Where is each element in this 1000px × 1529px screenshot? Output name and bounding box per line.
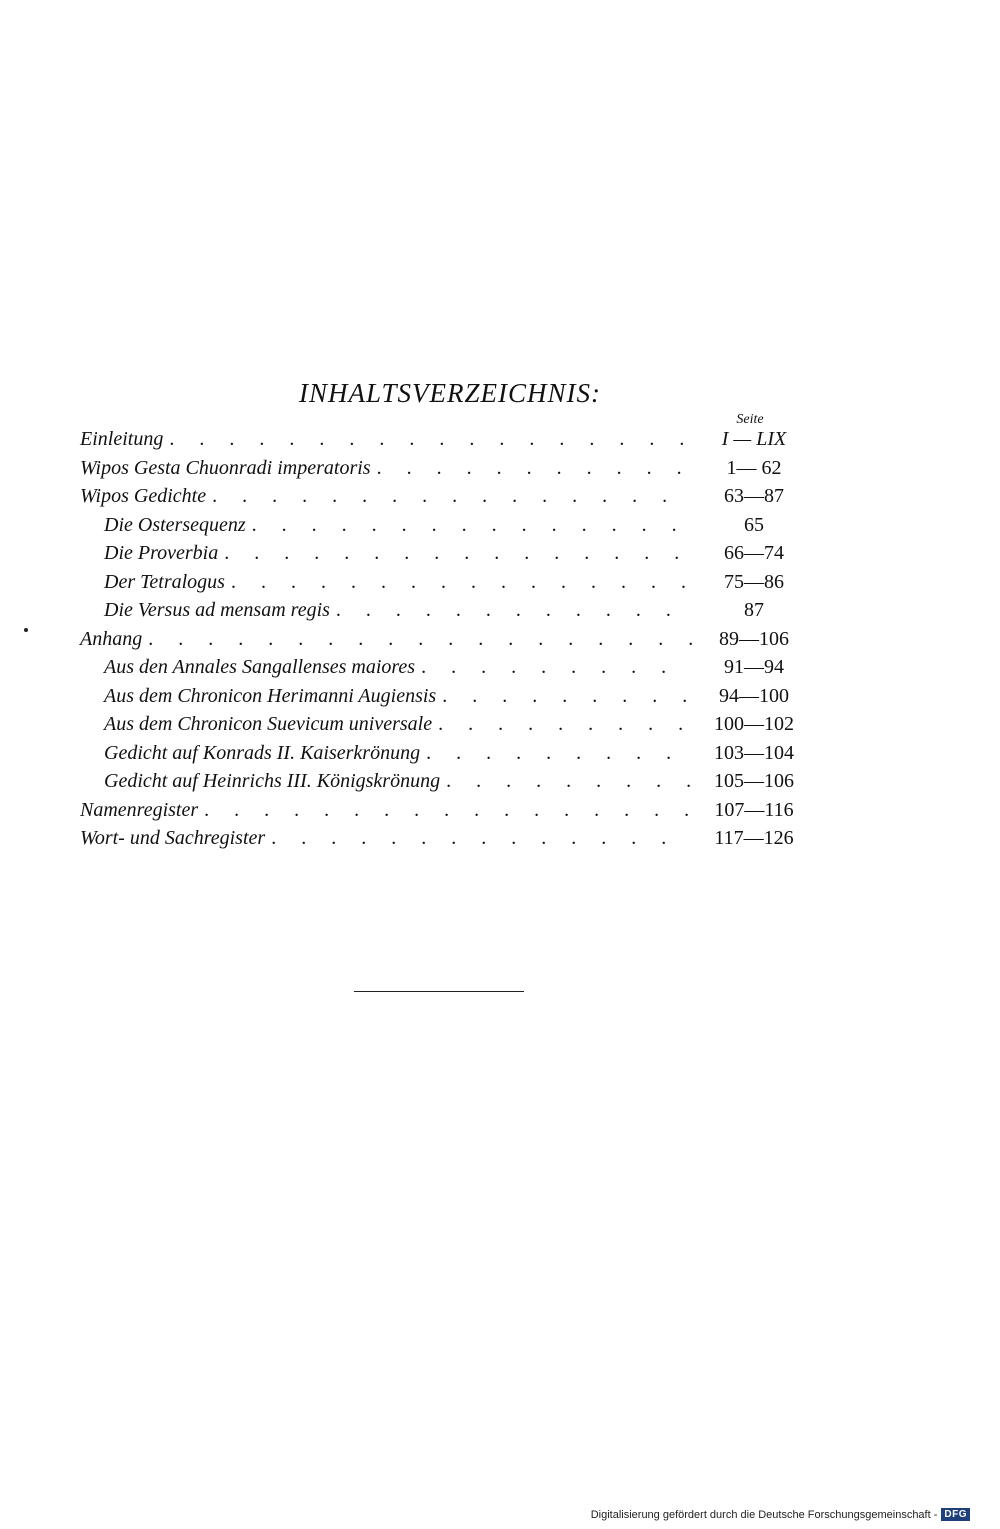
toc-entry[interactable] — [80, 428, 810, 457]
toc-entry[interactable] — [80, 599, 810, 628]
toc-entry[interactable] — [80, 514, 810, 543]
toc-entry-title: Gedicht auf Konrads II. Kaiserkrönung — [104, 741, 421, 764]
dot-leader — [442, 685, 692, 708]
toc-entry[interactable] — [80, 485, 810, 514]
toc-entry-pages: 100—102 — [714, 713, 794, 735]
toc-entry-pages: 63—87 — [724, 485, 784, 507]
toc-entry-pages: 87 — [744, 599, 764, 621]
toc-entry-pages: 65 — [744, 513, 764, 536]
dot-leader — [204, 799, 692, 822]
toc-entry[interactable] — [80, 827, 810, 856]
dot-leader — [271, 827, 692, 850]
toc-entry-title: Gedicht auf Heinrichs III. Königskrönung — [104, 770, 441, 792]
digitization-credit — [591, 1508, 970, 1521]
toc-entry[interactable] — [80, 656, 810, 685]
toc-entry[interactable] — [80, 571, 810, 600]
dot-leader — [148, 628, 692, 651]
toc-entry-title: Wipos Gedichte — [80, 485, 207, 507]
toc-entry-pages: 91—94 — [724, 656, 784, 678]
toc-entry-title: Einleitung — [80, 428, 164, 450]
toc-entry-pages: 94—100 — [719, 684, 789, 707]
toc-entry-pages: 66—74 — [724, 542, 784, 564]
dot-leader — [336, 599, 692, 622]
toc-entry-pages: 89—106 — [719, 627, 789, 650]
dot-leader — [252, 514, 692, 537]
dot-leader — [212, 485, 692, 508]
toc-entry[interactable] — [80, 713, 810, 742]
toc-entry-pages: 75—86 — [724, 570, 784, 593]
dfg-logo-icon: DFG — [941, 1508, 970, 1521]
toc-entry[interactable] — [80, 799, 810, 828]
toc-entry[interactable] — [80, 742, 810, 771]
toc-entry-title: Die Proverbia — [104, 542, 219, 564]
toc-entry-title: Die Versus ad mensam regis — [104, 599, 330, 621]
toc-entry-title: Wipos Gesta Chuonradi imperatoris — [80, 456, 371, 479]
toc-entry-title: Die Ostersequenz — [104, 513, 246, 536]
dot-leader — [224, 542, 692, 565]
separator-rule — [354, 991, 524, 992]
dot-leader — [377, 457, 692, 480]
dot-leader — [421, 656, 692, 679]
toc-entry[interactable] — [80, 542, 810, 571]
dot-leader — [169, 428, 692, 451]
toc-entry-pages: 1— 62 — [726, 456, 782, 479]
toc-entry-pages: 105—106 — [714, 770, 794, 792]
page-column-header: Seite — [736, 412, 764, 427]
toc-entry-title: Aus dem Chronicon Suevicum universale — [104, 713, 433, 735]
scan-speck — [24, 628, 28, 632]
toc-entry-title: Wort- und Sachregister — [80, 827, 266, 849]
credit-text: Digitalisierung gefördert durch die Deutsche Forschungsgemeinschaft - — [590, 1508, 938, 1521]
toc-entry-title: Aus dem Chronicon Herimanni Augiensis — [104, 684, 437, 707]
dot-leader — [438, 713, 692, 736]
toc-title: INHALTSVERZEICHNIS: — [299, 378, 601, 408]
dot-leader — [446, 770, 692, 793]
toc-entry-title: Der Tetralogus — [104, 570, 225, 593]
toc-entry-pages: 107—116 — [714, 798, 794, 821]
toc-entry[interactable] — [80, 457, 810, 486]
toc-entry-title: Anhang — [80, 627, 143, 650]
toc-entry-pages: I — LIX — [721, 428, 787, 450]
toc-entry-pages: 103—104 — [714, 741, 794, 764]
toc-entry-pages: 117—126 — [714, 827, 794, 849]
toc-entry-title: Namenregister — [80, 798, 199, 821]
dot-leader — [231, 571, 692, 594]
dot-leader — [426, 742, 692, 765]
toc-entry-title: Aus den Annales Sangallenses maiores — [104, 656, 416, 678]
toc-entry[interactable] — [80, 770, 810, 799]
toc-entry[interactable] — [80, 685, 810, 714]
toc-entry[interactable] — [80, 628, 810, 657]
toc-list — [80, 428, 810, 856]
